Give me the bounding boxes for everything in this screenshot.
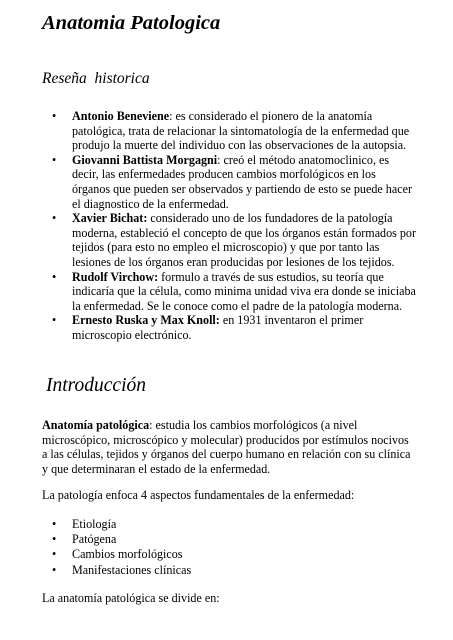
list-item: • Antonio Beneviene: es considerado el pionero de la anatomía patológica, trata de relacionar la sintomatología de la enfermedad que produjo la muerte del individuo con las observaciones de la autopsia.: [44, 109, 416, 153]
item-text: creó el método anatomoclinico, es decir, las enfermedades producen cambios morfológicos en los órganos que pueden ser observados y partiendo de esto se puede hacer el diagnostico de la enfermedad.: [72, 152, 412, 211]
section-heading-history: Reseña historica: [42, 70, 150, 87]
item-text: considerado uno de los fundadores de la patología moderna, estableció el concepto de que los órganos están formados por tejidos (para esto no empleo el microscopio) y que por tanto las lesiones de los órganos eran producidas por lesiones de los tejidos.: [72, 211, 417, 269]
item-name: Giovanni Battista Morgagni: [72, 152, 218, 167]
item-name: Xavier Bichat:: [72, 211, 148, 226]
list-item: • Cambios morfológicos: [44, 547, 344, 562]
section-heading-intro: Introducción: [46, 375, 147, 396]
item-name: Ernesto Ruska y Max Knoll:: [72, 313, 220, 328]
list-item: [44, 270, 416, 314]
aspects-list: [44, 517, 344, 578]
item-name: Antonio Beneviene: [72, 109, 170, 123]
page-title: Anatomia Patologica: [42, 12, 221, 34]
list-item: • Patógena: [44, 532, 344, 547]
item-name: Rudolf Virchow:: [72, 269, 159, 284]
definition-text: : estudia los cambios morfológicos (a nivel microscópico, microscópico y molecular) producidos por estímulos nocivos a las células, tejidos y órganos del cuerpo humano en relación con su clínica y que determinaran el estado de la enfermedad.: [42, 418, 411, 476]
list-item: • Manifestaciones clínicas: [44, 563, 344, 578]
item-text: en 1931 inventaron el primer microscopio electrónico.: [72, 313, 364, 342]
item-text: formulo a través de sus estudios, su teoría que indicaría que la célula, como minima unidad viva era donde se iniciaba la enfermedad. Se le conoce como el padre de la patología moderna.: [72, 269, 416, 313]
list-item: [44, 211, 416, 269]
list-item: [44, 313, 416, 342]
item-text: es considerado el pionero de la anatomía patológica, trata de relacionar la sintomatología de la enfermedad que produjo la muerte del individuo con las observaciones de la autopsia.: [72, 109, 410, 153]
aspects-intro: La patología enfoca 4 aspectos fundamentales de la enfermedad:: [42, 488, 355, 502]
definition-paragraph: [42, 418, 412, 476]
divide-intro: La anatomía patológica se divide en:: [42, 591, 220, 605]
definition-term: Anatomía patológica: [42, 418, 150, 432]
list-item: • Giovanni Battista Morgagni: creó el método anatomoclinico, es decir, las enfermedades producen cambios morfológicos en los órganos que pueden ser observados y partiendo de esto se puede hacer el diagnostico de la enfermedad.: [44, 153, 416, 211]
history-list: [44, 109, 416, 343]
list-item: • Etiología: [44, 517, 344, 532]
